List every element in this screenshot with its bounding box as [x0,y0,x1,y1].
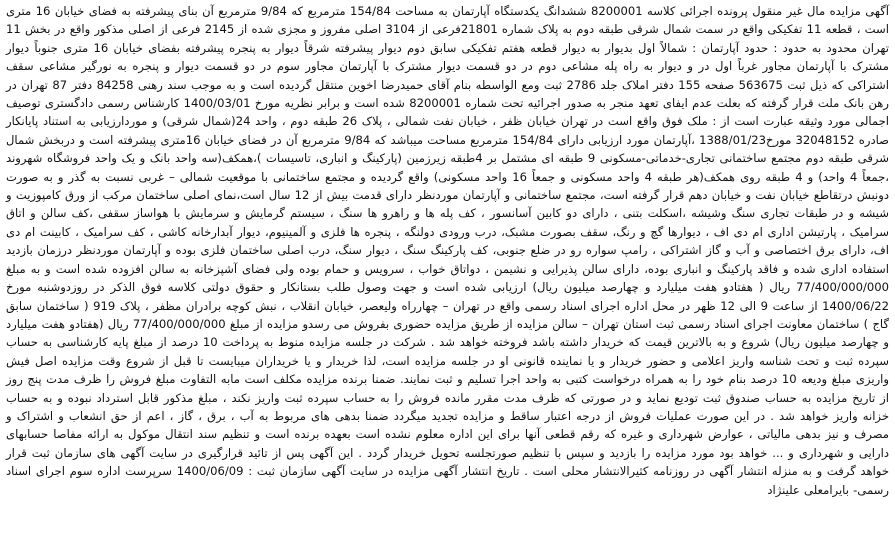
auction-notice-text: آگهی مزایده مال غیر منقول پرونده اجرائی کلاسه 8200001 ششدانگ یکدستگاه آپارتمان به مساحت 154/84 مترمربع که 9/84 مترمربع آن بنای پیشرفته به فضای خیابان 16 متری است ، قطعه 11 تفکیکی واقع در سمت شمال شرقی طبقه دوم به پلاک شماره 21801فرعی از 3104 اصلی مفروز و مجزی شده از 2145 فرعی از اصلی مذکور واقع در بخش 11 تهران محدود به حدود : حدود آپارتمان : شمالاً اول بدیوار به دیوار قطعه هفتم تفکیکی سابق دوم دیوار پیشرفته شرقاً دیوار به پنجره پیشرفته بفضای خیابان 16 متری جنوباً دیوار مشترک با آپارتمان مجاور غرباً اول در و دیوار به راه پله مشاعی دوم در دو قسمت دیوار مشترک با آپارتمان مجاور سوم در دو قسمت دیوار و پنجره به نورگیر مشاعی سقف اشتراکی که ذیل ثبت 563675 صفحه 155 دفتر املاک جلد 2786 ثبت ومع الواسطه بنام آقای حمیدرضا اخوین منتقل گردیده است و به موجب سند رهنی 84258 دفتر 87 تهران در رهن بانک ملت قرار گرفته که بعلت عدم ایفای تعهد منجر به صدور اجرائیه تحت شماره 8200001 شده است و برابر نظریه مورخ 1400/03/01 کارشناس رسمی دادگستری توصیف اجمالی مورد وثیقه عبارت است از : ملک فوق واقع است در تهران خیابان ظفر ، خیابان نفت شمالی ، پلاک 26 طبقه دوم ، واحد 24(شمال شرقی) و موردارزیابی به استناد پایانکار صادره 32048152 مورخ1388/01/23 ،آپارتمان مورد ارزیابی دارای 154/84 مترمربع مساحت میباشد که 9/84 مترمربع آن در فضای خیابان 16متری پیشرفته است و دربخش شمال شرقی طبقه دوم مجتمع ساختمانی تجاری-خدماتی-مسکونی 9 طبقه ای مشتمل بر 4طبقه زیرزمین (پارکینگ و انباری، تاسیسات )،همکف(سه واحد بانک و یک واحد فروشگاه شهروند ،جمعاً 4 واحد) و 4 طبقه روی همکف(هر طبقه 4 واحد مسکونی و جمعاً 16 واحد مسکونی) واقع گردیده و مجتمع ساختمانی با موقعیت شمالی – غربی نسبت به گذر و به صورت دونبش درتقاطع خیابان نفت و خیابان دهم قرار گرفته است، مجتمع ساختمانی و آپارتمان موردنظر دارای قدمت بیش از 12 سال است،نمای اصلی ساختمان مرکب از ورق کامپوزیت و شیشه و در طبقات تجاری سنگ وشیشه ،اسکلت بتنی ، دارای دو کابین آسانسور ، کف پله ها و راهرو ها سنگ ، سیستم گرمایش و سرمایش با هواساز سقفی ،کف سالن و اتاق سرامیک ، پارتیشن اداری ام دی اف ، دیوارها گچ و رنگ، سقف بصورت مشبک، درب ورودی دولنگه ، پنجره ها فلزی و آلمینیوم، دیوار آبدارخانه کاشی ، کف سرامیک ، کابینت ام دی اف، دارای برق اختصاصی و آب و گاز اشتراکی ، رامپ سواره رو در ضلع جنوبی، کف پارکینگ سنگ ، دیوار سنگ، درب اصلی ساختمان فلزی بوده و آپارتمان موردنظر درزمان بازدید استفاده اداری شده و فاقد پارکینگ و انباری بوده، دارای سالن پذیرایی و نشیمن ، دواتاق خواب ، سرویس و حمام بوده ولی فضای آشپزخانه به سالن افزوده شده است و به مبلغ 77/400/000/000 ریال ( هفتادو هفت میلیارد و چهارصد میلیون ریال) ارزیابی شده است و جهت وصول طلب بستانکار و حقوق دولتی کلاسه فوق الذکر در روزدوشنبه مورخ 1400/06/22 از ساعت 9 الی 12 ظهر در محل اداره اجرای اسناد رسمی واقع در تهران – چهارراه ولیعصر، خیابان انقلاب ، نبش کوچه برادران مظفر ، پلاک 919 ( ساختمان سابق گاج ) ساختمان معاونت اجرای اسناد رسمی ثبت استان تهران – سالن مزایده از طریق مزایده حضوری بفروش می رسدو مزایده از مبلغ 77/400/000/000 ریال (هفتادو هفت میلیارد و چهارصد میلیون ریال) شروع و به بالاترین قیمت که خریدار داشته باشد فروخته خواهد شد . شرکت در جلسه مزایده منوط به پرداخت 10 درصد از مبلغ پایه کارشناسی به حساب سپرده ثبت و تحت شناسه واریز اعلامی و حضور خریدار و یا نماینده قانونی او در جلسه مزایده است، لذا خریدار و یا خریداران میبایست تا قبل از شروع وقت مزایده اصل فیش واریزی مبلغ ودیعه 10 درصد بنام خود را به همراه درخواست کتبی به واحد اجرا تسلیم و ثبت نمایند. ضمنا برنده مزایده مکلف است مابه التفاوت مبلغ فروش را ظرف مدت پنج روز از تاریخ مزایده به حساب صندوق ثبت تودیع نماید و در صورتی که ظرف مدت مقرر مانده فروش را به حساب سپرده ثبت واریز نکند ، مبلغ مذکور قابل استرداد نبوده و به حساب خزانه واریز خواهد شد . در این صورت عملیات فروش از درجه اعتبار ساقط و مزایده تجدید میگردد ضمنا بدهی های مربوط به آب ، برق ، گاز ، اعم از حق انشعاب و اشتراک و مصرف و نیز بدهی مالیاتی ، عوارض شهرداری و غیره که رقم قطعی آنها برای این اداره معلوم نشده است بعهده برنده است و تنظیم سند انتقال موکول به ارائه مفاصا حسابهای دارایی و شهرداری و ... خواهد بود مورد مزایده را بازدید و سپس با تنظیم صورتجلسه تحویل خریدار گردد . این آگهی پس از تائید قرارگیری در سایت آگهی های سازمان ثبت قرار خواهد گرفت و به منزله انتشار آگهی در روزنامه کثیرالانتشار محلی است . تاریخ انتشار آگهی مزایده در سایت آگهی سازمان ثبت : 1400/06/09 سرپرست اداره سوم اجرای اسناد رسمی- بایرامعلی علینژاد [6,4,890,497]
